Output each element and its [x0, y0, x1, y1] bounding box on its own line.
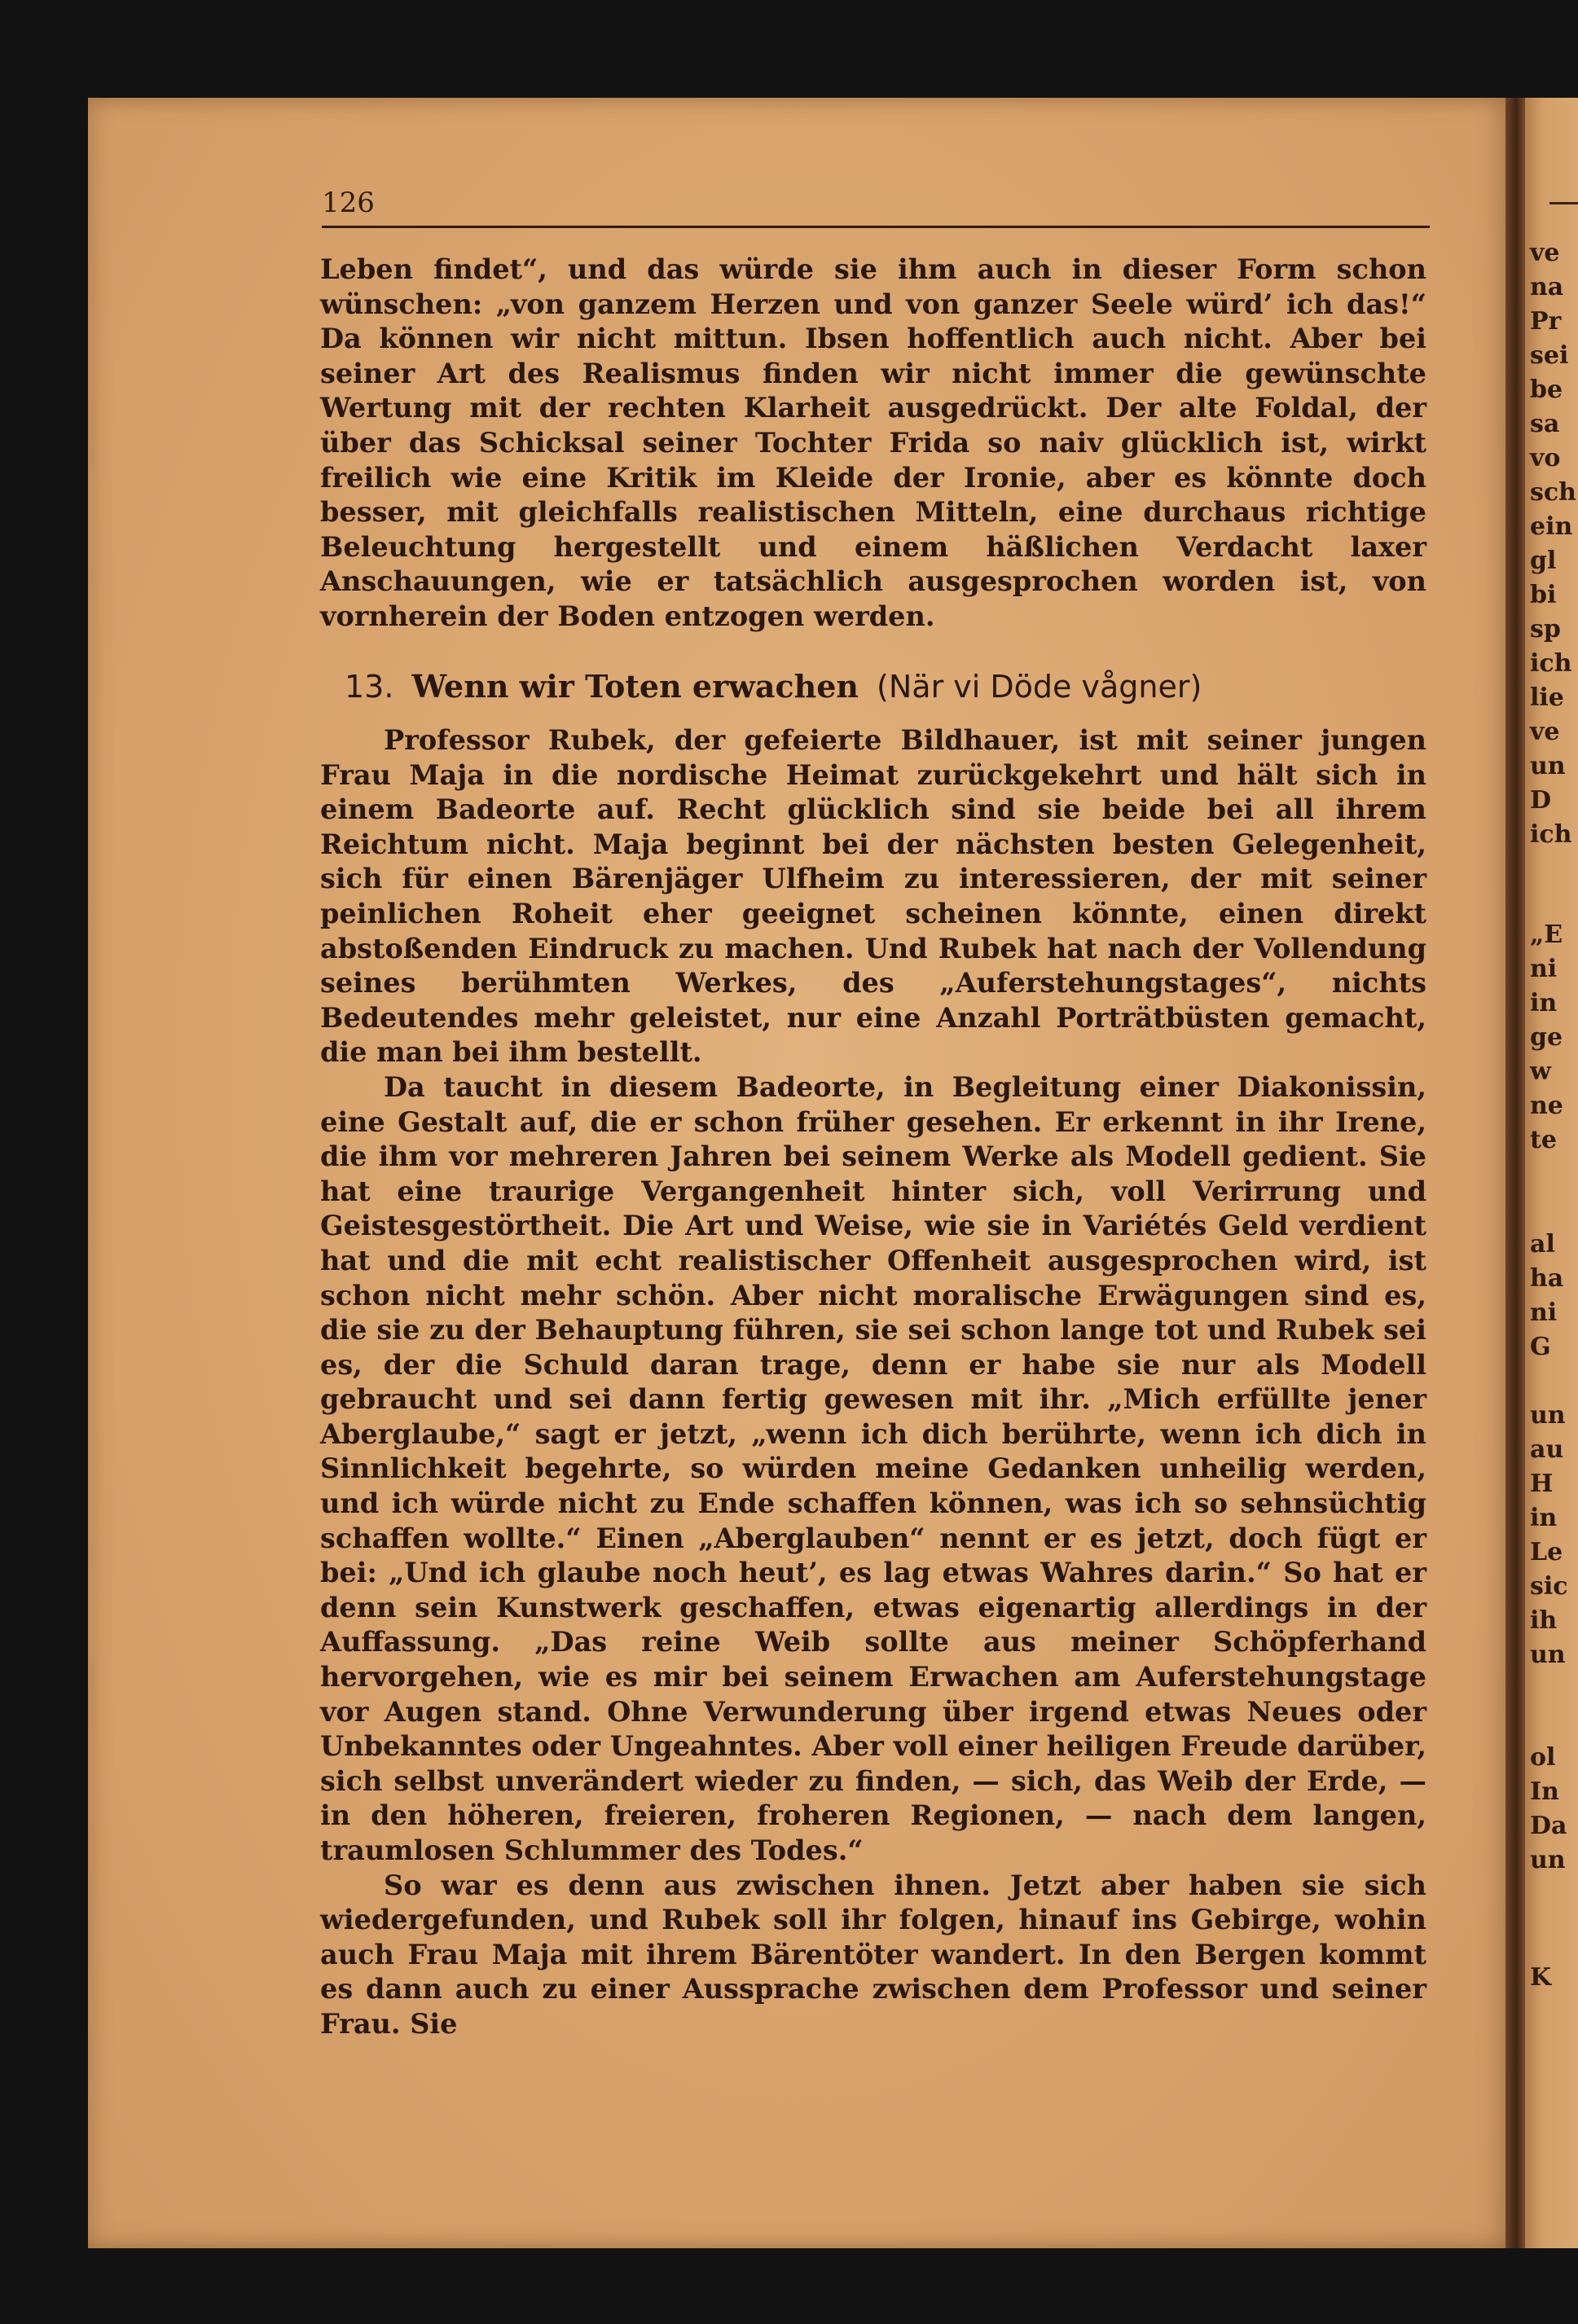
facing-page-text-fragment: sch	[1530, 478, 1576, 507]
facing-page-text-fragment: Le	[1530, 1538, 1563, 1566]
facing-page-text-fragment: w	[1530, 1057, 1551, 1086]
facing-page-text-fragment: ge	[1530, 1023, 1563, 1052]
intro-paragraph: Leben findet“, und das würde sie ihm auch in dieser Form schon wünschen: „von ganzem Herzen und von ganzer Seele würd’ ich das!“ Da können wir nicht mittun. Ibsen hoffentlich auch nicht. Aber bei seiner Art des Realismus finden wir nicht immer die gewünschte Wertung mit der rechten Klarheit ausgedrückt. Der alte Foldal, der über das Schicksal seiner Tochter Frida so naiv glücklich ist, wirkt freilich wie eine Kritik im Kleide der Ironie, aber es könnte doch besser, mit gleichfalls realistischen Mitteln, eine durchaus richtige Beleuchtung hergestellt und einem häßlichen Verdacht laxer Anschauungen, wie er tatsächlich ausgesprochen worden ist, von vornherein der Boden entzogen werden.	[320, 253, 1426, 632]
facing-page-text-fragment: un	[1530, 1846, 1566, 1874]
facing-page-text-fragment: Da	[1530, 1812, 1567, 1840]
facing-page-text-fragment: ve	[1530, 718, 1560, 746]
facing-page-text-fragment: in	[1530, 1504, 1558, 1532]
facing-page-text-fragment: „E	[1530, 920, 1563, 949]
facing-page-text-fragment: sei	[1530, 341, 1569, 370]
facing-page-text-fragment: al	[1530, 1230, 1555, 1259]
facing-page-text-fragment: na	[1530, 273, 1564, 301]
facing-page-text-fragment: ol	[1530, 1743, 1556, 1772]
facing-page-text-fragment: au	[1530, 1435, 1564, 1464]
facing-page-text-fragment: un	[1530, 1641, 1566, 1669]
page-header	[322, 175, 1430, 228]
facing-page-text-fragment: ich	[1530, 649, 1572, 678]
section-number: 13.	[345, 669, 394, 705]
facing-page-text-fragment: ve	[1530, 239, 1560, 267]
facing-page-text-fragment: ih	[1530, 1606, 1558, 1635]
facing-page-text-fragment: gl	[1530, 547, 1557, 575]
facing-page-text-fragment: H	[1530, 1470, 1554, 1498]
facing-page-header-rule	[1549, 202, 1578, 204]
body-paragraph: So war es denn aus zwischen ihnen. Jetzt aber haben sie sich wiedergefunden, und Rubek soll ihr folgen, hinauf ins Gebirge, wohin auch Frau Maja mit ihrem Bärentöter wandert. In den Bergen kommt es dann auch zu einer Aussprache zwischen dem Professor und seiner Frau. Sie	[320, 1869, 1426, 2040]
facing-page-text-fragment: ich	[1530, 820, 1572, 849]
section-title: Wenn wir Toten erwachen	[411, 668, 859, 705]
facing-page-text-fragment: In	[1530, 1777, 1559, 1806]
book-gutter	[1505, 98, 1525, 2248]
facing-page-edge	[1525, 98, 1578, 2248]
facing-page-text-fragment: ne	[1530, 1092, 1563, 1120]
facing-page-text-fragment: vo	[1530, 444, 1561, 472]
facing-page-text-fragment: G	[1530, 1333, 1551, 1361]
section-heading	[345, 668, 1436, 714]
facing-page-text-fragment: sic	[1530, 1572, 1568, 1601]
facing-page-text-fragment: D	[1530, 786, 1552, 815]
body-paragraph: Da taucht in diesem Badeorte, in Begleitung einer Diakonissin, eine Gestalt auf, die er schon früher gesehen. Er erkennt in ihr Irene, die ihm vor mehreren Jahren bei seinem Werke als Modell gedient. Sie hat eine traurige Vergangenheit hinter sich, voll Verirrung und Geistesgestörtheit. Die Art und Weise, wie sie in Variétés Geld verdient hat und die mit echt realistischer Offenheit ausgesprochen wird, ist schon nicht mehr schön. Aber nicht moralische Erwägungen sind es, die sie zu der Behauptung führen, sie sei schon lange tot und Rubek sei es, der die Schuld daran trage, denn er habe sie nur als Modell gebraucht und sei dann fertig gewesen mit ihr. „Mich erfüllte jener Aberglaube,“ sagt er jetzt, „wenn ich dich berührte, wenn ich dich in Sinnlichkeit begehrte, so würden meine Gedanken unheilig werden, und ich würde nicht zu Ende schaffen können, was ich so sehnsüchtig schaffen wollte.“ Einen „Aberglauben“ nennt er es jetzt, doch fügt er bei: „Und ich glaube noch heut’, es lag etwas Wahres darin.“ So hat er denn sein Kunstwerk geschaffen, etwas eigenartig allerdings in der Auffassung. „Das reine Weib sollte aus meiner Schöpferhand hervorgehen, wie es mir bei seinem Erwachen am Auferstehungstage vor Augen stand. Ohne Verwunderung über irgend etwas Neues oder Unbekanntes oder Ungeahntes. Aber voll einer heiligen Freude darüber, sich selbst unverändert wieder zu finden, — sich, das Weib der Erde, — in den höheren, freieren, froheren Regionen, — nach dem langen, traumlosen Schlummer des Todes.“	[320, 1070, 1426, 1866]
facing-page-text-fragment: ni	[1530, 955, 1558, 983]
facing-page-text-fragment: te	[1530, 1126, 1557, 1154]
facing-page-text-fragment: ein	[1530, 512, 1573, 541]
facing-page-text-fragment: ni	[1530, 1298, 1558, 1327]
facing-page-text-fragment: sp	[1530, 615, 1561, 644]
facing-page-text-fragment: sa	[1530, 410, 1560, 438]
facing-page-text-fragment: be	[1530, 376, 1563, 404]
facing-page-text-fragment: in	[1530, 989, 1558, 1017]
page-number: 126	[322, 187, 375, 219]
section-body	[320, 723, 1426, 2042]
facing-page-text-fragment: ha	[1530, 1264, 1564, 1293]
body-paragraph: Professor Rubek, der gefeierte Bildhauer, ist mit seiner jungen Frau Maja in die nordische Heimat zurückgekehrt und hält sich in einem Badeorte auf. Recht glücklich sind sie beide bei all ihrem Reichtum nicht. Maja beginnt bei der nächsten besten Gelegenheit, sich für einen Bärenjäger Ulfheim zu interessieren, der mit seiner peinlichen Roheit eher geeignet scheinen könnte, einen direkt abstoßenden Eindruck zu machen. Und Rubek hat nach der Vollendung seines berühmten Werkes, des „Auferstehungstages“, nichts Bedeutendes mehr geleistet, nur eine Anzahl Porträtbüsten gemacht, die man bei ihm bestellt.	[320, 724, 1426, 1069]
intro-text-block	[320, 253, 1426, 635]
facing-page-text-fragment: K	[1530, 1963, 1552, 1992]
facing-page-text-fragment: un	[1530, 752, 1566, 780]
facing-page-text-fragment: un	[1530, 1401, 1566, 1430]
section-original-title: (När vi Döde vågner)	[877, 669, 1202, 705]
facing-page-text-fragment: lie	[1530, 683, 1564, 712]
facing-page-text-fragment: Pr	[1530, 307, 1562, 336]
facing-page-text-fragment: bi	[1530, 581, 1557, 609]
